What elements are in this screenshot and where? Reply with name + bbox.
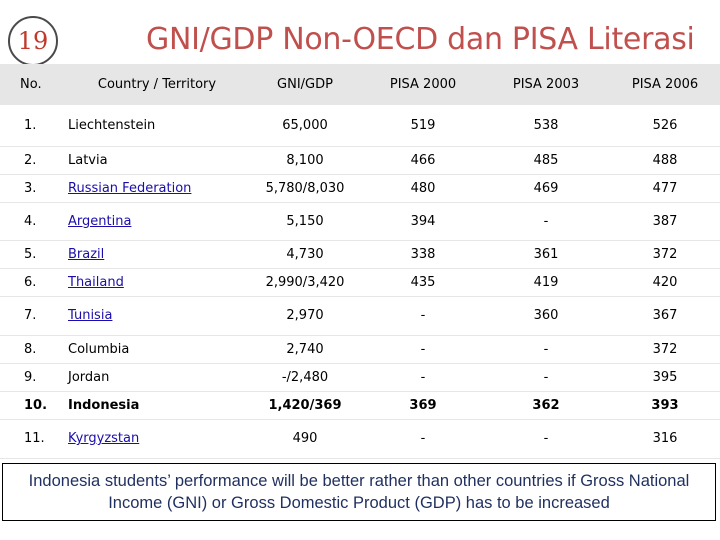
pisa-2003-cell: 360 <box>482 296 610 335</box>
country-link[interactable]: Thailand <box>68 274 124 290</box>
gni-gdp-cell: 1,420/369 <box>246 391 364 419</box>
pisa-2006-cell: 526 <box>610 105 720 146</box>
pisa-2003-cell: 419 <box>482 268 610 296</box>
country-cell: Columbia <box>64 335 246 363</box>
pisa-2006-cell: 393 <box>610 391 720 419</box>
pisa-2000-cell: 435 <box>364 268 482 296</box>
gni-gdp-cell: 490 <box>246 419 364 458</box>
pisa-2006-cell: 316 <box>610 419 720 458</box>
pisa-2003-cell: - <box>482 335 610 363</box>
pisa-2003-cell: 361 <box>482 240 610 268</box>
row-number: 3. <box>0 174 64 202</box>
pisa-2006-cell: 395 <box>610 363 720 391</box>
header-gni: GNI/GDP <box>246 64 364 105</box>
pisa-2003-cell: 485 <box>482 146 610 174</box>
country-cell: Jordan <box>64 363 246 391</box>
table-row <box>0 240 720 268</box>
gni-gdp-cell: 2,990/3,420 <box>246 268 364 296</box>
country-cell: Indonesia <box>64 391 246 419</box>
pisa-2006-cell: 488 <box>610 146 720 174</box>
pisa-2000-cell: - <box>364 363 482 391</box>
pisa-2000-cell: 466 <box>364 146 482 174</box>
pisa-2006-cell: 477 <box>610 174 720 202</box>
header-pisa-2003: PISA 2003 <box>482 64 610 105</box>
header-country: Country / Territory <box>64 64 246 105</box>
country-link[interactable]: Brazil <box>68 246 105 262</box>
pisa-2000-cell: 338 <box>364 240 482 268</box>
row-number: 6. <box>0 268 64 296</box>
row-number: 4. <box>0 202 64 240</box>
table-row <box>0 268 720 296</box>
slide-number-badge <box>8 16 58 66</box>
country-link[interactable]: Russian Federation <box>68 180 192 196</box>
pisa-2000-cell: - <box>364 335 482 363</box>
table-row <box>0 202 720 240</box>
gni-gdp-cell: 2,970 <box>246 296 364 335</box>
pisa-2000-cell: 480 <box>364 174 482 202</box>
pisa-2006-cell: 420 <box>610 268 720 296</box>
country-link[interactable]: Argentina <box>68 213 132 229</box>
pisa-2003-cell: 362 <box>482 391 610 419</box>
gni-gdp-cell: 65,000 <box>246 105 364 146</box>
gni-gdp-cell: 2,740 <box>246 335 364 363</box>
slide-number: 19 <box>17 27 49 55</box>
table-row <box>0 296 720 335</box>
header-pisa-2000: PISA 2000 <box>364 64 482 105</box>
gni-gdp-cell: -/2,480 <box>246 363 364 391</box>
table-row <box>0 146 720 174</box>
pisa-2006-cell: 367 <box>610 296 720 335</box>
row-number: 5. <box>0 240 64 268</box>
row-number: 11. <box>0 419 64 458</box>
table-row <box>0 391 720 419</box>
row-number: 9. <box>0 363 64 391</box>
pisa-2003-cell: - <box>482 202 610 240</box>
country-cell <box>64 419 246 458</box>
row-number: 7. <box>0 296 64 335</box>
country-link[interactable]: Tunisia <box>68 308 113 323</box>
table-body <box>0 105 720 458</box>
gni-gdp-cell: 5,780/8,030 <box>246 174 364 202</box>
pisa-2006-cell: 372 <box>610 240 720 268</box>
pisa-2000-cell: - <box>364 419 482 458</box>
pisa-2000-cell: 519 <box>364 105 482 146</box>
table-row <box>0 105 720 146</box>
pisa-2003-cell: - <box>482 363 610 391</box>
country-cell: Liechtenstein <box>64 105 246 146</box>
pisa-2000-cell: 394 <box>364 202 482 240</box>
country-cell <box>64 202 246 240</box>
pisa-table <box>0 64 720 459</box>
table-row <box>0 335 720 363</box>
pisa-2000-cell: 369 <box>364 391 482 419</box>
table-row <box>0 419 720 458</box>
pisa-2006-cell: 372 <box>610 335 720 363</box>
row-number: 8. <box>0 335 64 363</box>
footer-note: Indonesia students’ performance will be better rather than other countries if Gross National Income (GNI) or Gross Domestic Product (GDP) has to be increased <box>2 463 716 521</box>
header-no: No. <box>0 64 64 105</box>
pisa-2000-cell: - <box>364 296 482 335</box>
table-row <box>0 174 720 202</box>
pisa-2006-cell: 387 <box>610 202 720 240</box>
row-number: 10. <box>0 391 64 419</box>
table-header-row <box>0 64 720 105</box>
header-pisa-2006: PISA 2006 <box>610 64 720 105</box>
country-cell: Latvia <box>64 146 246 174</box>
gni-gdp-cell: 5,150 <box>246 202 364 240</box>
country-cell <box>64 268 246 296</box>
country-link[interactable]: Kyrgyzstan <box>68 431 140 446</box>
country-cell <box>64 296 246 335</box>
row-number: 2. <box>0 146 64 174</box>
table-row <box>0 363 720 391</box>
pisa-2003-cell: 538 <box>482 105 610 146</box>
gni-gdp-cell: 4,730 <box>246 240 364 268</box>
gni-gdp-cell: 8,100 <box>246 146 364 174</box>
country-cell <box>64 240 246 268</box>
pisa-2003-cell: 469 <box>482 174 610 202</box>
country-cell <box>64 174 246 202</box>
slide-title: GNI/GDP Non-OECD dan PISA Literasi <box>146 22 695 57</box>
row-number: 1. <box>0 105 64 146</box>
pisa-2003-cell: - <box>482 419 610 458</box>
